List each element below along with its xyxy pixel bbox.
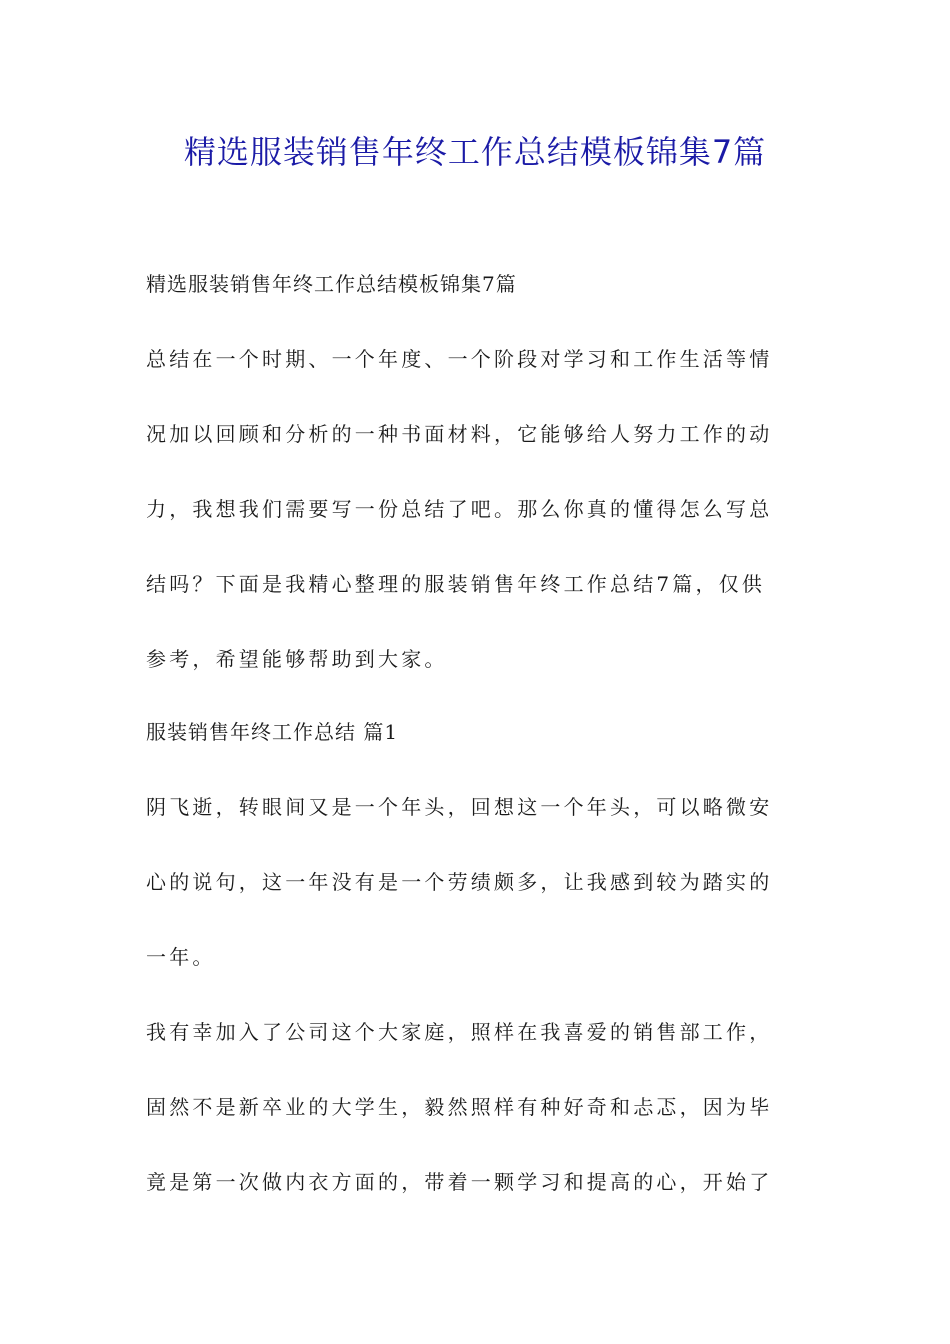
section-heading: 服装销售年终工作总结 篇1 (146, 720, 399, 744)
subtitle-line: 精选服装销售年终工作总结模板锦集7篇 (146, 272, 517, 296)
body-line-4: 我有幸加入了公司这个大家庭，照样在我喜爱的销售部工作， (146, 1020, 773, 1044)
body-line-1: 阴飞逝，转眼间又是一个年头，回想这一个年头，可以略微安 (146, 795, 773, 819)
document-title: 精选服装销售年终工作总结模板锦集7篇 (183, 133, 767, 171)
body-line-2: 心的说句，这一年没有是一个劳绩颇多，让我感到较为踏实的 (146, 870, 773, 894)
intro-line-3: 力，我想我们需要写一份总结了吧。那么你真的懂得怎么写总 (146, 497, 773, 521)
body-line-3: 一年。 (146, 945, 216, 969)
intro-line-4: 结吗？下面是我精心整理的服装销售年终工作总结7篇，仅供 (146, 572, 766, 596)
intro-line-1: 总结在一个时期、一个年度、一个阶段对学习和工作生活等情 (146, 347, 773, 371)
body-line-5: 固然不是新卒业的大学生，毅然照样有种好奇和忐忑，因为毕 (146, 1095, 773, 1119)
intro-line-5: 参考，希望能够帮助到大家。 (146, 647, 448, 671)
body-line-6: 竟是第一次做内衣方面的，带着一颗学习和提高的心，开始了 (146, 1170, 773, 1194)
intro-line-2: 况加以回顾和分析的一种书面材料，它能够给人努力工作的动 (146, 422, 773, 446)
